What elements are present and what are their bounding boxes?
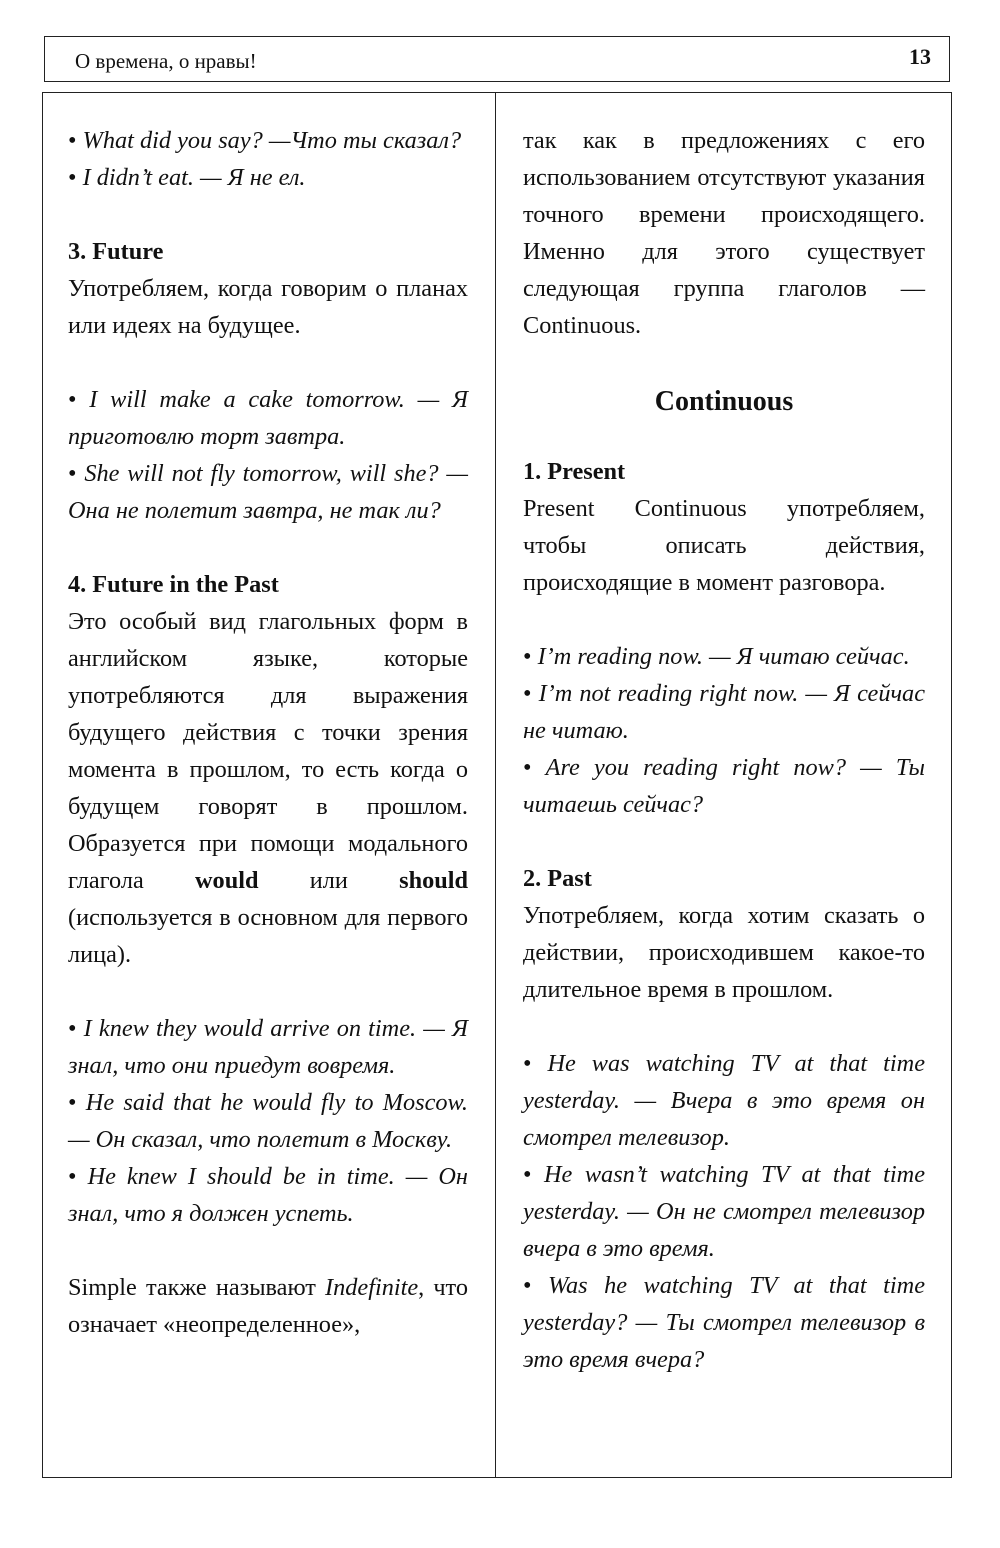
section-heading-future-in-the-past: 4. Future in the Past: [68, 571, 279, 598]
example: • I knew they would arrive on time. — Я знал, что они приедут вовремя.: [68, 1015, 468, 1079]
example: • She will not fly tomorrow, will she? — Она не полетит завтра, не так ли?: [68, 460, 468, 524]
column-divider: [495, 92, 496, 1478]
section-heading-present: 1. Present: [523, 458, 626, 485]
section-heading-future: 3. Future: [68, 238, 164, 265]
section-heading-past: 2. Past: [523, 865, 592, 892]
example: • I will make a cake tomorrow. — Я приготовлю торт завтра.: [68, 386, 468, 450]
example: • He knew I should be in time. — Он знал, что я должен успеть.: [68, 1163, 468, 1227]
page-number: 13: [909, 44, 931, 69]
example: • He said that he would fly to Moscow. — Он сказал, что полетит в Москву.: [68, 1089, 469, 1153]
example: • I’m not reading right now. — Я сейчас не читаю.: [523, 680, 925, 744]
paragraph: Present Continuous употребляем, чтобы описать действия, происходящие в момент разговора.: [523, 495, 925, 596]
paragraph: Употребляем, когда хотим сказать о действии, происходившем какое-то длительное время в прошлом.: [523, 902, 925, 1003]
paragraph: так как в предложениях с его использованием отсутствуют указания точного времени происходящего. Именно для этого существует следующая группа глаголов — Continuous.: [523, 127, 925, 339]
example: • He wasn’t watching TV at that time yesterday. — Он не смотрел телевизор вчера в это время.: [523, 1161, 925, 1262]
example: • What did you say? —Что ты сказал?: [68, 127, 462, 154]
right-column: [523, 122, 925, 1378]
paragraph: Simple также называют Indefinite, что означает «неопределенное»,: [68, 1274, 468, 1338]
header-title: О времена, о нравы!: [75, 49, 257, 73]
example: • Are you reading right now? — Ты читаешь сейчас?: [523, 754, 925, 818]
section-title-continuous: Continuous: [654, 386, 794, 417]
left-column: [68, 122, 468, 1343]
example: • I’m reading now. — Я читаю сейчас.: [523, 643, 910, 670]
paragraph: Это особый вид глагольных форм в английском языке, которые употребляются для выражения будущего действия с точки зрения момента в прошлом, то есть когда о будущем говорят в прошлом. Образуется при помощи модального глагола would или should (используется в основном для первого лица).: [68, 608, 469, 968]
example: • He was watching TV at that time yesterday. — Вчера в это время он смотрел телевизор.: [523, 1050, 925, 1151]
running-header: [44, 36, 950, 82]
example: • I didn’t eat. — Я не ел.: [68, 164, 306, 191]
example: • Was he watching TV at that time yesterday? — Ты смотрел телевизор в это время вчера?: [523, 1272, 925, 1373]
paragraph: Употребляем, когда говорим о планах или идеях на будущее.: [68, 275, 468, 339]
